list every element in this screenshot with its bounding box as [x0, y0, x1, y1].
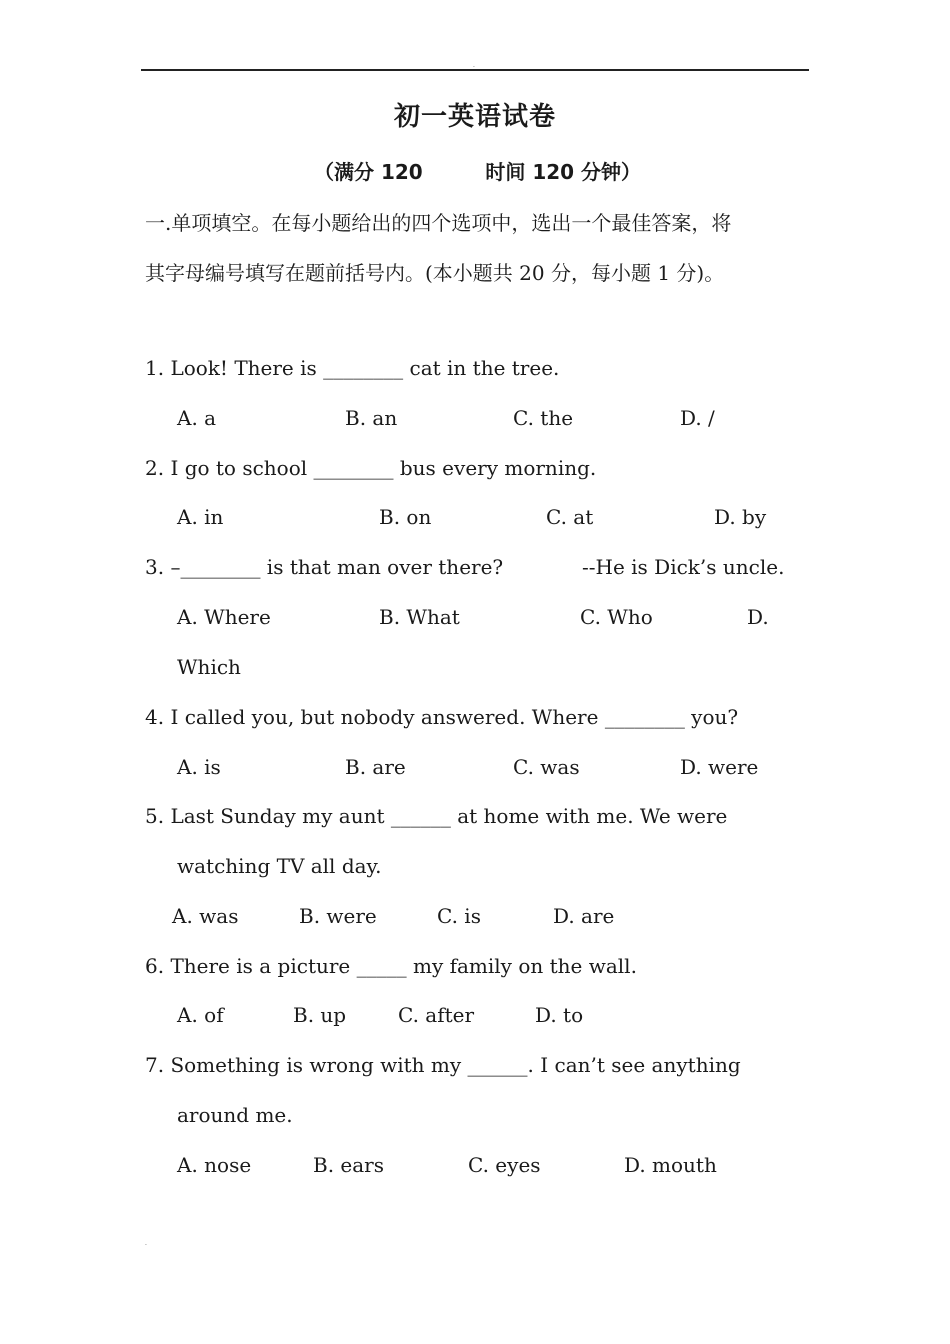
question-3-option-d-text[interactable]: Which [177, 655, 241, 679]
question-7-stem: 7. Something is wrong with my ______. I can’t see anything [145, 1053, 741, 1077]
question-2-stem: 2. I go to school ________ bus every morning. [145, 456, 597, 480]
question-3-option-d[interactable]: D. [747, 605, 769, 629]
question-2-option-b[interactable]: B. on [379, 505, 432, 529]
question-5-option-d[interactable]: D. are [553, 904, 615, 928]
question-1-option-b[interactable]: B. an [345, 406, 398, 430]
instructions-line-2: 其字母编号填写在题前括号内。(本小题共 20 分，每小题 1 分)。 [145, 261, 725, 285]
question-2-option-c[interactable]: C. at [546, 505, 594, 529]
footer-dot: . [145, 1240, 147, 1247]
question-6-option-b[interactable]: B. up [293, 1003, 347, 1027]
question-1-stem: 1. Look! There is ________ cat in the tree. [145, 356, 560, 380]
question-4-option-a[interactable]: A. is [177, 755, 221, 779]
question-3-option-a[interactable]: A. Where [177, 605, 271, 629]
question-5-option-b[interactable]: B. were [299, 904, 377, 928]
question-6-option-d[interactable]: D. to [535, 1003, 584, 1027]
question-5-option-c[interactable]: C. is [437, 904, 481, 928]
question-7-option-b[interactable]: B. ears [313, 1153, 384, 1177]
question-1-option-a[interactable]: A. a [177, 406, 217, 430]
question-3-answer-line: --He is Dick’s uncle. [582, 555, 785, 579]
question-4-option-c[interactable]: C. was [513, 755, 580, 779]
question-1-option-d[interactable]: D. / [680, 406, 715, 430]
question-7-option-d[interactable]: D. mouth [624, 1153, 717, 1177]
question-5-option-a[interactable]: A. was [172, 904, 239, 928]
question-4-stem: 4. I called you, but nobody answered. Where ________ you? [145, 705, 739, 729]
question-2-option-d[interactable]: D. by [714, 505, 767, 529]
question-7-option-c[interactable]: C. eyes [468, 1153, 541, 1177]
question-2-option-a[interactable]: A. in [177, 505, 224, 529]
question-6-stem: 6. There is a picture _____ my family on the wall. [145, 954, 637, 978]
question-4-option-b[interactable]: B. are [345, 755, 406, 779]
exam-info: （满分 120 时间 120 分钟） [314, 160, 642, 184]
header-rule [141, 69, 809, 71]
question-1-option-c[interactable]: C. the [513, 406, 574, 430]
question-3-option-c[interactable]: C. Who [580, 605, 653, 629]
question-7-stem-continued: around me. [177, 1103, 293, 1127]
question-4-option-d[interactable]: D. were [680, 755, 759, 779]
question-5-stem: 5. Last Sunday my aunt ______ at home with me. We were [145, 804, 728, 828]
question-3-option-b[interactable]: B. What [379, 605, 460, 629]
question-6-option-c[interactable]: C. after [398, 1003, 475, 1027]
page-title: 初一英语试卷 [393, 102, 556, 132]
instructions-line-1: 一.单项填空。在每小题给出的四个选项中，选出一个最佳答案，将 [145, 211, 732, 235]
question-6-option-a[interactable]: A. of [177, 1003, 224, 1027]
question-5-stem-continued: watching TV all day. [177, 854, 382, 878]
question-3-stem: 3. –________ is that man over there? [145, 555, 504, 579]
header-dot: . [473, 62, 475, 69]
question-7-option-a[interactable]: A. nose [177, 1153, 252, 1177]
